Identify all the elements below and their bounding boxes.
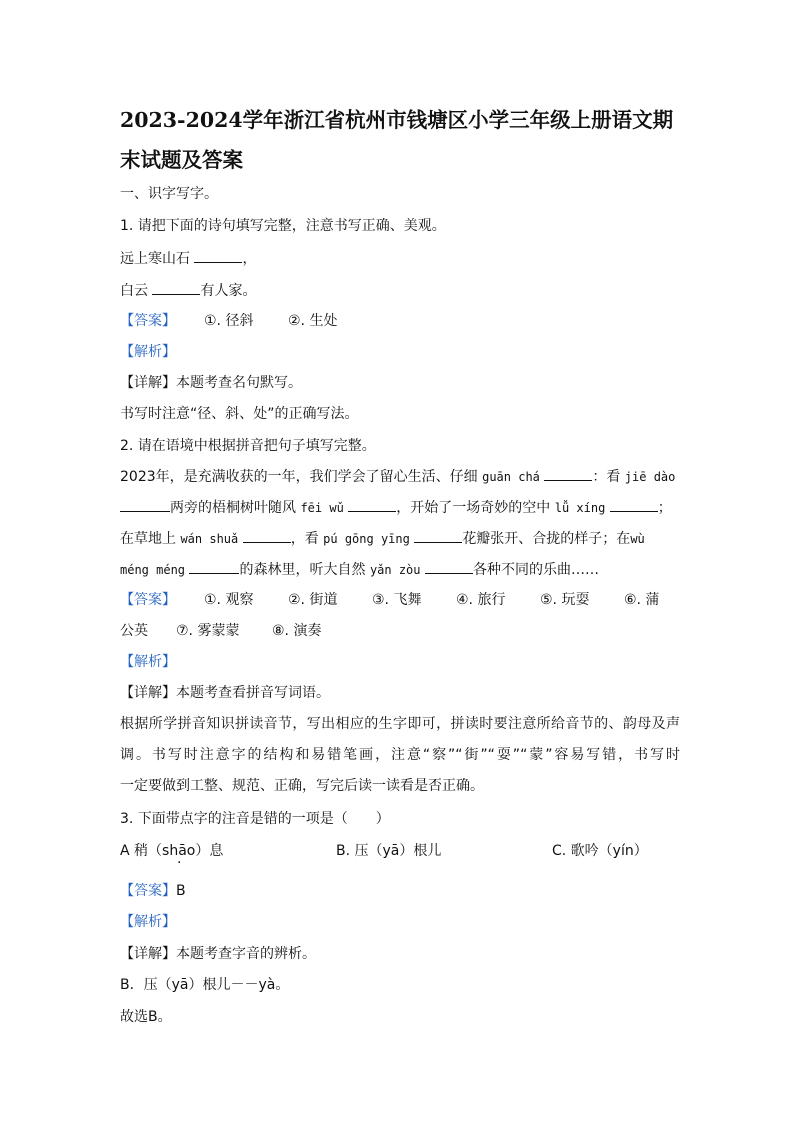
pinyin: fēi wǔ (300, 501, 344, 515)
q2-answer-wrap (120, 621, 680, 641)
q2-text: 在草地上 (120, 531, 176, 547)
detail-tag: 【详解】 (120, 375, 176, 391)
q1-line2-pre: 白云 (120, 283, 148, 299)
answer-tag: 【答案】 (120, 883, 176, 899)
q2-blank-2 (120, 497, 170, 512)
detail-text: 本题考查名句默写。 (176, 375, 302, 391)
pinyin: wán shuǎ (180, 532, 239, 546)
answer-value: B (176, 883, 186, 899)
detail-text: 本题考查字音的辨析。 (176, 946, 316, 962)
analysis-tag: 【解析】 (120, 344, 176, 360)
pinyin: jiē dào (624, 470, 676, 484)
option-a (120, 841, 223, 861)
option-a-pinyin: shāo · (162, 841, 195, 861)
q2-text: 各种不同的乐曲…… (472, 562, 599, 578)
q2-para-line4 (120, 559, 680, 580)
q2-para: 一定要做到工整、规范、正确，写完后读一读看是否正确。 (120, 778, 484, 794)
q2-stem: 2. 请在语境中根据拼音把句子填写完整。 (120, 438, 376, 454)
q2-blank-5 (243, 528, 291, 543)
q2-text: 2023年，是充满收获的一年，我们学会了留心生活、仔细 (120, 469, 478, 485)
pinyin: yǎn zòu (369, 563, 421, 577)
q1-blank-1 (194, 248, 242, 263)
q2-blank-7 (189, 559, 239, 574)
answer-tag: 【答案】 (120, 313, 176, 329)
q2-para-line2 (120, 497, 680, 518)
answer-item: ⑥. 蒲 (624, 592, 660, 608)
q2-blank-8 (425, 559, 473, 574)
analysis-tag: 【解析】 (120, 654, 176, 670)
q1-note: 书写时注意“径、斜、处”的正确写法。 (120, 406, 359, 422)
answer-item: ②. 生处 (288, 313, 338, 329)
q2-text: 花瓣张开、合拢的样子；在 (462, 531, 631, 547)
detail-tag: 【详解】 (120, 946, 176, 962)
q3-conclusion: 故选B。 (120, 1009, 172, 1025)
pinyin: wù (630, 532, 645, 546)
pinyin: méng méng (120, 563, 186, 577)
q1-line1 (120, 248, 680, 269)
q3-stem: 3. 下面带点字的注音是错的一项是（ ） (120, 811, 390, 827)
section-heading: 一、识字写字。 (120, 186, 218, 202)
q3-detail (120, 944, 680, 964)
q1-answer (120, 311, 680, 331)
analysis-tag: 【解析】 (120, 914, 176, 930)
answer-item: 公英 (120, 623, 148, 639)
answer-item: ②. 街道 (288, 592, 338, 608)
option-c: C. 歌吟（yín） (552, 843, 648, 859)
answer-item: ①. 径斜 (204, 313, 254, 329)
q2-text: ； (657, 500, 672, 516)
q1-line2-post: 有人家。 (200, 283, 257, 299)
q2-answer (120, 590, 680, 610)
q2-blank-1 (544, 466, 592, 481)
option-a-post: ）息 (195, 843, 224, 859)
q2-text: ，开始了一场奇妙的空中 (396, 500, 551, 516)
answer-item: ⑧. 演奏 (272, 623, 322, 639)
answer-item: ⑦. 雾蒙蒙 (176, 623, 240, 639)
pinyin: guān chá (482, 470, 540, 484)
answer-tag: 【答案】 (120, 592, 176, 608)
option-b: B. 压（yā）根儿 (336, 843, 442, 859)
q1-blank-2 (152, 280, 200, 295)
answer-item: ④. 旅行 (456, 592, 506, 608)
q2-text: ，看 (290, 531, 319, 547)
q3-answer (120, 881, 680, 901)
q1-line1-post: ， (242, 251, 257, 267)
q2-text: 两旁的梧桐树叶随风 (170, 500, 296, 516)
q2-blank-3 (348, 497, 396, 512)
detail-tag: 【详解】 (120, 685, 176, 701)
q2-para-line3 (120, 528, 680, 549)
answer-item: ③. 飞舞 (372, 592, 422, 608)
q2-blank-4 (610, 497, 658, 512)
q2-detail (120, 683, 680, 703)
q1-line2 (120, 280, 680, 301)
pinyin: lǚ xíng (554, 501, 606, 515)
pinyin: pú gōng yīng (323, 532, 410, 546)
q1-detail (120, 373, 680, 393)
q2-para-line1 (120, 466, 680, 487)
answer-item: ⑤. 玩耍 (540, 592, 590, 608)
option-a-pre: A 稍（ (120, 843, 163, 859)
page-title: 2023-2024学年浙江省杭州市钱塘区小学三年级上册语文期末试题及答案 (120, 108, 674, 172)
q2-para: 调。书写时注意字的结构和易错笔画，注意“察”“街”“耍”“蒙”容易写错，书写时 (120, 747, 680, 763)
q2-para: 根据所学拼音知识拼读音节，写出相应的生字即可，拼读时要注意所给音节的、韵母及声 (120, 716, 680, 732)
detail-text: 本题考查看拼音写词语。 (176, 685, 330, 701)
q3-explain: B．压（yā）根儿－－yà。 (120, 977, 290, 993)
q1-line1-pre: 远上寒山石 (120, 251, 190, 267)
q1-stem: 1. 请把下面的诗句填写完整，注意书写正确、美观。 (120, 218, 446, 234)
q2-text: 的森林里，听大自然 (239, 562, 366, 578)
q2-text: ：看 (592, 469, 621, 485)
answer-item: ①. 观察 (204, 592, 254, 608)
q2-blank-6 (414, 528, 462, 543)
